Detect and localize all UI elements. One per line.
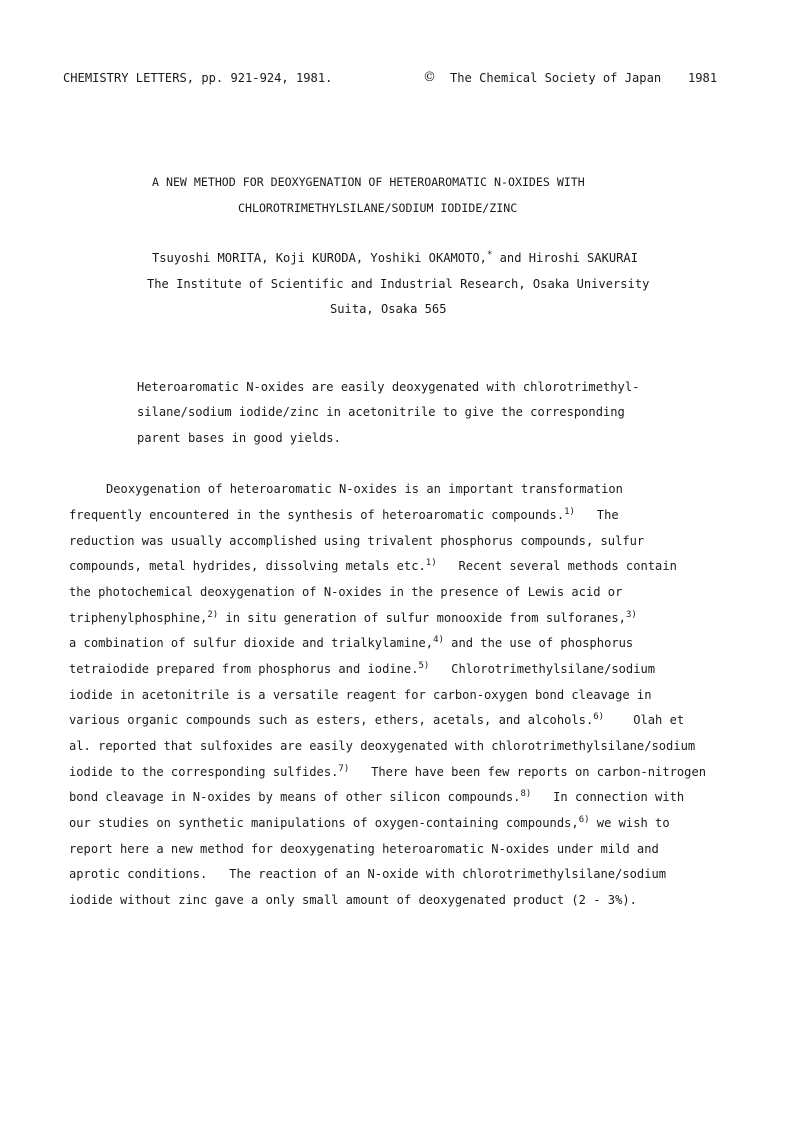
header-year: 1981 bbox=[688, 71, 718, 85]
body-line: report here a new method for deoxygenating heteroaromatic N-oxides under mild and bbox=[69, 842, 659, 856]
corresponding-author-mark: * bbox=[486, 250, 493, 260]
author-names: Tsuyoshi MORITA, Koji KURODA, Yoshiki OKAMOTO, bbox=[152, 251, 487, 265]
body-line: compounds, metal hydrides, dissolving metals etc.$^{1)}$ Recent several methods contain bbox=[69, 558, 677, 573]
citation-ref: 6) bbox=[593, 712, 605, 722]
body-line: various organic compounds such as esters, ethers, acetals, and alcohols.$^{6)}$ Olah et bbox=[69, 712, 685, 727]
society-name: The Chemical Society of Japan bbox=[450, 71, 662, 85]
author-names-tail: and Hiroshi SAKURAI bbox=[492, 251, 638, 265]
body-line: aprotic conditions. The reaction of an N-oxide with chlorotrimethylsilane/sodium bbox=[69, 867, 667, 881]
body-line: reduction was usually accomplished using trivalent phosphorus compounds, sulfur bbox=[69, 534, 645, 548]
citation-ref: 4) bbox=[433, 635, 444, 645]
journal-citation: CHEMISTRY LETTERS, pp. 921-924, 1981. bbox=[63, 71, 333, 85]
title-line-1: A NEW METHOD FOR DEOXYGENATION OF HETEROAROMATIC N-OXIDES WITH bbox=[152, 175, 585, 189]
body-line: our studies on synthetic manipulations of oxygen-containing compounds,$^{6)}$ we wish to bbox=[69, 815, 670, 830]
abstract-line: silane/sodium iodide/zinc in acetonitrile to give the corresponding bbox=[137, 405, 625, 419]
citation-ref: 7) bbox=[338, 764, 350, 774]
body-line: frequently encountered in the synthesis of heteroaromatic compounds.$^{1)}$ The bbox=[69, 507, 619, 522]
abstract-line: parent bases in good yields. bbox=[137, 431, 341, 445]
abstract-line: Heteroaromatic N-oxides are easily deoxygenated with chlorotrimethyl- bbox=[137, 380, 640, 394]
citation-ref: 8) bbox=[520, 789, 532, 799]
title-line-2: CHLOROTRIMETHYLSILANE/SODIUM IODIDE/ZINC bbox=[238, 201, 518, 215]
body-line: al. reported that sulfoxides are easily deoxygenated with chlorotrimethylsilane/sodium bbox=[69, 739, 696, 753]
affiliation: The Institute of Scientific and Industrial Research, Osaka University bbox=[147, 277, 650, 291]
body-line: Deoxygenation of heteroaromatic N-oxides is an important transformation bbox=[106, 482, 623, 496]
citation-ref: 1) bbox=[564, 507, 575, 517]
body-line: tetraiodide prepared from phosphorus and iodine.$^{5)}$ Chlorotrimethylsilane/sodium bbox=[69, 661, 656, 676]
body-line: iodide without zinc gave a only small amount of deoxygenated product (2 - 3%). bbox=[69, 893, 637, 907]
body-line: iodide to the corresponding sulfides.$^{7)}$ There have been few reports on carbon-nitrogen bbox=[69, 764, 707, 779]
affiliation-location: Suita, Osaka 565 bbox=[330, 302, 447, 316]
citation-ref: 3) bbox=[625, 610, 637, 620]
citation-ref: 1) bbox=[425, 558, 437, 568]
body-line: iodide in acetonitrile is a versatile reagent for carbon-oxygen bond cleavage in bbox=[69, 688, 652, 702]
copyright-symbol: © bbox=[423, 70, 436, 85]
citation-ref: 5) bbox=[418, 661, 430, 671]
citation-ref: 6) bbox=[578, 815, 590, 825]
citation-ref: 2) bbox=[207, 610, 219, 620]
body-line: triphenylphosphine,$^{2)}$ in situ generation of sulfur monooxide from sulforanes,$^{3)}$ bbox=[69, 610, 637, 625]
body-line: the photochemical deoxygenation of N-oxides in the presence of Lewis acid or bbox=[69, 585, 623, 599]
body-line: bond cleavage in N-oxides by means of other silicon compounds.$^{8)}$ In connection with bbox=[69, 789, 685, 804]
body-line: a combination of sulfur dioxide and trialkylamine,$^{4)}$ and the use of phosphorus bbox=[69, 635, 634, 650]
author-list bbox=[152, 251, 638, 265]
